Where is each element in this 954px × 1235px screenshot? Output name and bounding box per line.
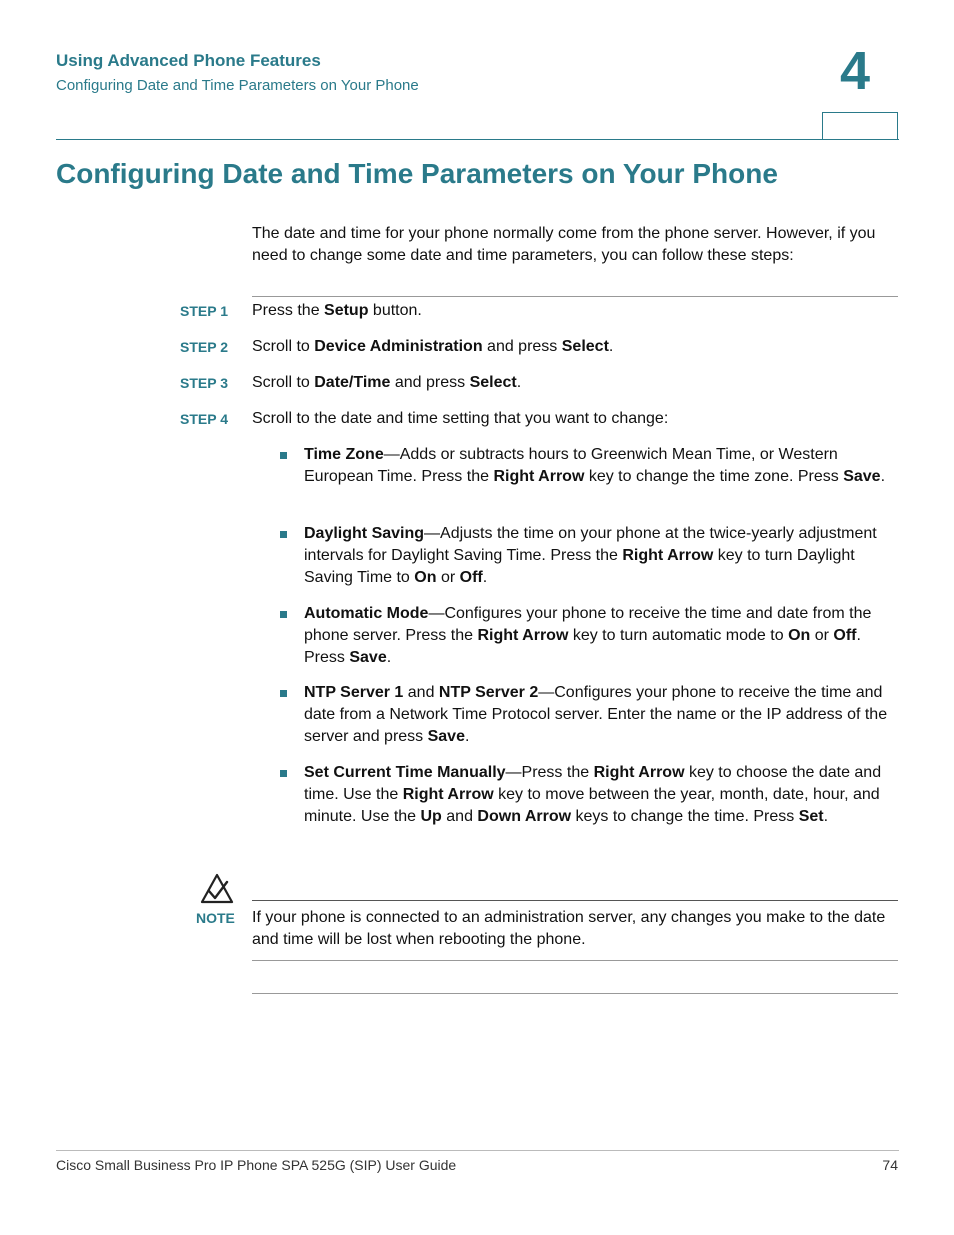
step-2-text: Scroll to Device Administration and press Select.: [252, 338, 614, 355]
note-check-icon: [198, 872, 236, 906]
bullet-marker: [280, 452, 287, 459]
step-1-label: STEP 1: [180, 303, 228, 319]
bullet-set-current-time: Set Current Time Manually—Press the Right Arrow key to choose the date and time. Use the Right Arrow key to move between the year, month, date, hour, and minute. Use the Up and Down Arrow keys to change the time. Press Set.: [304, 764, 882, 825]
bullet-marker: [280, 611, 287, 618]
header-chapter-title: Using Advanced Phone Features: [56, 51, 321, 70]
step-4-label: STEP 4: [180, 411, 228, 427]
chapter-number: 4: [840, 41, 871, 101]
intro-paragraph: The date and time for your phone normally come from the phone server. However, if you need to change some date and time parameters, you can follow these steps:: [252, 225, 876, 264]
step-2-label: STEP 2: [180, 339, 228, 355]
bullet-daylight-saving: Daylight Saving—Adjusts the time on your phone at the twice-yearly adjustment intervals for Daylight Saving Time. Press the Right Arrow key to turn Daylight Saving Time to On or Off.: [304, 525, 877, 586]
note-divider-top: [252, 900, 898, 901]
bullet-time-zone: Time Zone—Adds or subtracts hours to Greenwich Mean Time, or Western European Time. Press the Right Arrow key to change the time zone. Press Save.: [304, 446, 886, 485]
page-number: 74: [882, 1157, 898, 1173]
section-end-divider: [252, 993, 898, 994]
steps-divider: [252, 296, 898, 297]
header-section-title: Configuring Date and Time Parameters on Your Phone: [56, 77, 419, 94]
note-divider-bottom: [252, 960, 898, 961]
bullet-ntp-server: NTP Server 1 and NTP Server 2—Configures your phone to receive the time and date from a Network Time Protocol server. Enter the name or the IP address of the server and press Save.: [304, 684, 888, 745]
bullet-automatic-mode: Automatic Mode—Configures your phone to receive the time and date from the phone server. Press the Right Arrow key to turn automatic mode to On or Off. Press Save.: [304, 605, 872, 666]
bullet-marker: [280, 531, 287, 538]
step-3-text: Scroll to Date/Time and press Select.: [252, 374, 522, 391]
step-1-text: Press the Setup button.: [252, 302, 422, 319]
header-divider: [56, 139, 899, 140]
footer-divider: [56, 1150, 899, 1151]
step-3-label: STEP 3: [180, 375, 228, 391]
footer-guide-title: Cisco Small Business Pro IP Phone SPA 525G (SIP) User Guide: [56, 1157, 457, 1173]
step-4-text: Scroll to the date and time setting that you want to change:: [252, 410, 669, 427]
note-label: NOTE: [196, 910, 235, 926]
page-title: Configuring Date and Time Parameters on Your Phone: [56, 158, 778, 189]
chapter-tab-box: [822, 112, 898, 140]
bullet-marker: [280, 770, 287, 777]
note-text: If your phone is connected to an administration server, any changes you make to the date and time will be lost when rebooting the phone.: [252, 909, 886, 948]
bullet-marker: [280, 690, 287, 697]
